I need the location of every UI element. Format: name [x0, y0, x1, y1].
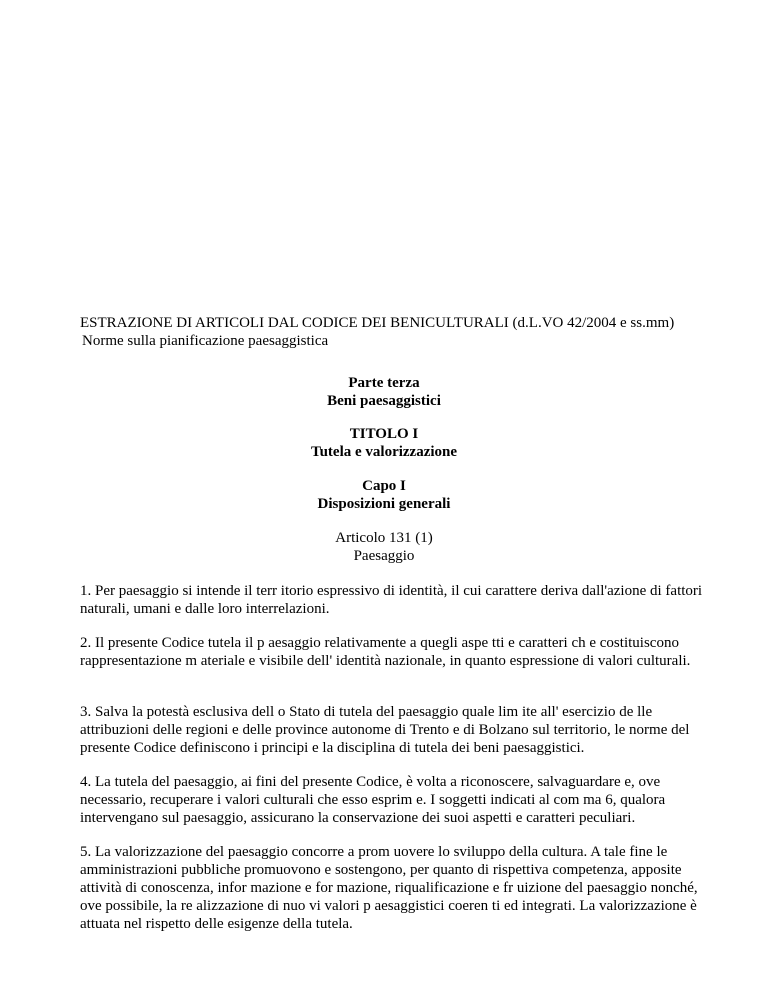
articolo-name: Paesaggio	[353, 548, 415, 564]
parte-number: Parte terza	[348, 375, 420, 391]
paragraph-4: 4. La tutela del paesaggio, ai fini del presente Codice, è volta a riconoscere, salvaguardare e, ove necessario, recuperare i valori culturali che esso esprim e. I soggetti indicati al com ma 6, qualora intervengano sul paesaggio, assicurano la conservazione dei suoi aspetti e caratteri peculiari.	[80, 774, 666, 826]
document-header	[80, 314, 740, 350]
titolo-heading	[0, 425, 768, 461]
articolo-heading	[0, 529, 768, 565]
document-subtitle: Norme sulla pianificazione paesaggistica	[82, 333, 329, 349]
capo-number: Capo I	[362, 478, 406, 494]
document-title: ESTRAZIONE DI ARTICOLI DAL CODICE DEI BENICULTURALI (d.L.VO 42/2004 e ss.mm)	[80, 315, 675, 331]
capo-name: Disposizioni generali	[317, 496, 451, 512]
paragraph-2: 2. Il presente Codice tutela il p aesaggio relativamente a quegli aspe tti e caratteri ch e costituiscono rappresentazione m ateriale e visibile dell' identità nazionale, in quanto espressione di valori culturali.	[80, 635, 691, 669]
titolo-number: TITOLO I	[349, 426, 419, 442]
titolo-name: Tutela e valorizzazione	[310, 444, 458, 460]
parte-heading	[0, 374, 768, 410]
parte-name: Beni paesaggistici	[327, 393, 441, 409]
paragraph-3: 3. Salva la potestà esclusiva dell o Stato di tutela del paesaggio quale lim ite all' esercizio de lle attribuzioni delle regioni e delle province autonome di Trento e di Bolzano sul territorio, le norme del presente Codice definiscono i principi e la disciplina di tutela dei beni paesaggistici.	[80, 704, 690, 756]
paragraph-5: 5. La valorizzazione del paesaggio concorre a prom uovere lo sviluppo della cultura. A tale fine le amministrazioni pubbliche promuovono e sostengono, per quanto di rispettiva competenza, apposite attività di conoscenza, infor mazione e for mazione, riqualificazione e fr uizione del paesaggio nonché, ove possibile, la re alizzazione di nuo vi valori p aesaggistici coeren ti ed integrati. La valorizzazione è attuata nel rispetto delle esigenze della tutela.	[80, 844, 698, 932]
paragraph-1: 1. Per paesaggio si intende il terr itorio espressivo di identità, il cui carattere deriva dall'azione di fattori naturali, umani e dalle loro interrelazioni.	[80, 583, 703, 617]
capo-heading	[0, 477, 768, 513]
articolo-number: Articolo 131 (1)	[335, 530, 433, 546]
